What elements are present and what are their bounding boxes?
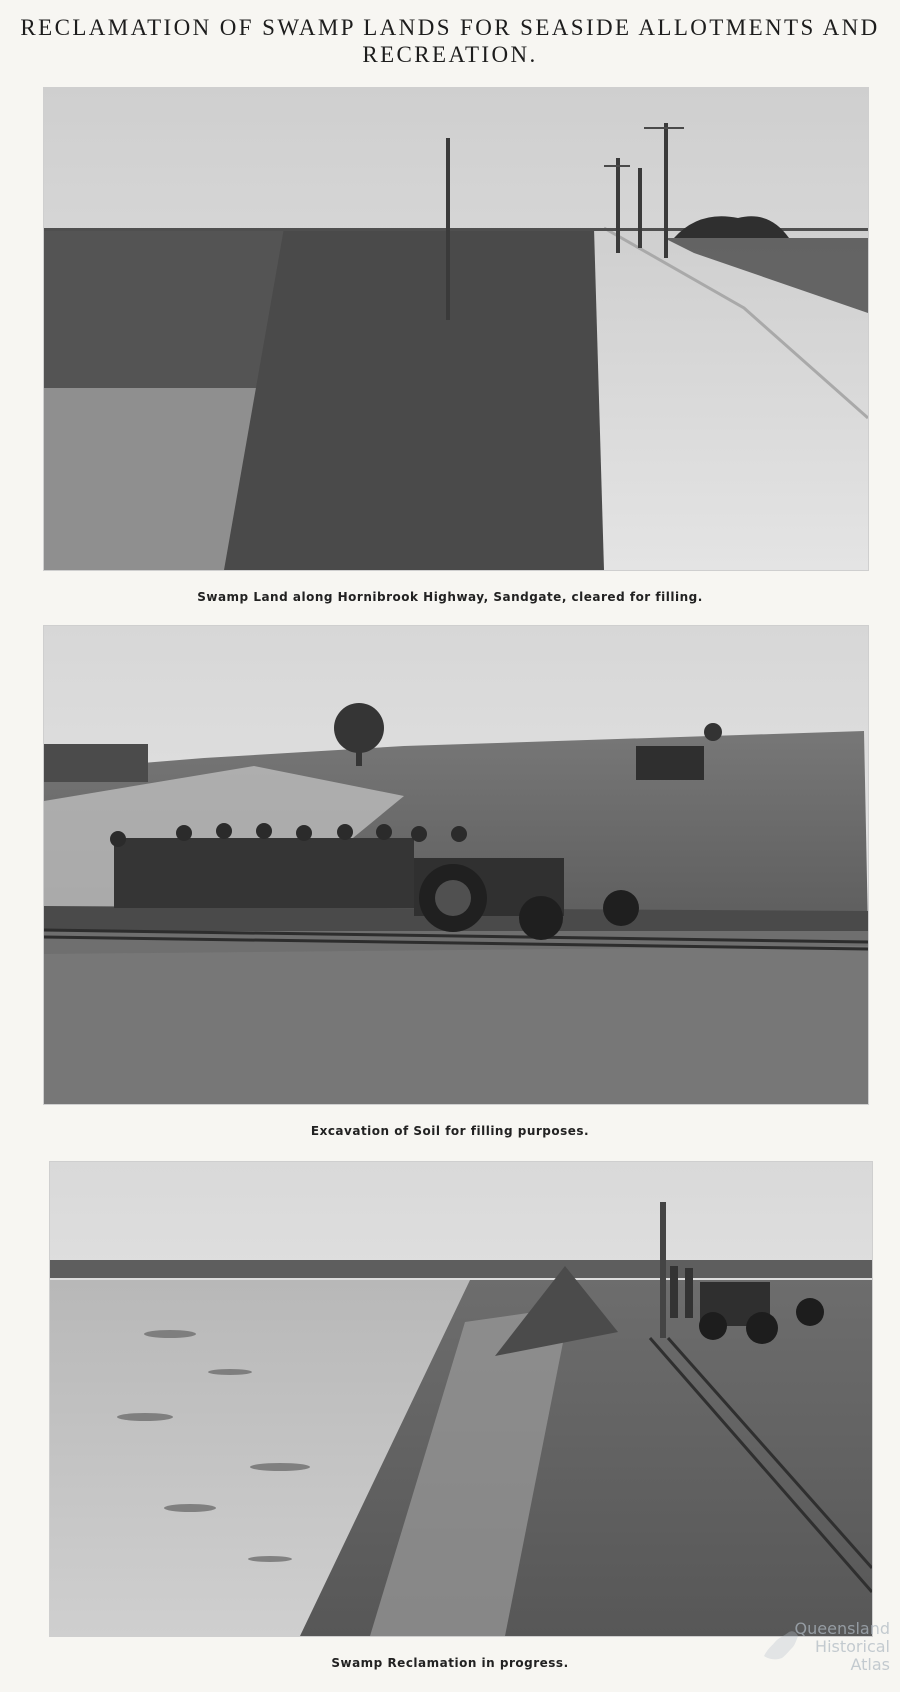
photo-1-caption: Swamp Land along Hornibrook Highway, Sandgate, cleared for filling. xyxy=(197,590,703,604)
photo-3-caption: Swamp Reclamation in progress. xyxy=(331,1656,569,1670)
page-title: RECLAMATION OF SWAMP LANDS FOR SEASIDE ALLOTMENTS AND RECREATION. xyxy=(20,15,880,67)
photo-2-image xyxy=(44,626,868,1104)
watermark xyxy=(750,1620,890,1682)
watermark-line-2: Historical xyxy=(815,1637,890,1656)
queensland-outline-icon xyxy=(758,1622,804,1668)
photo-1-image xyxy=(44,88,868,570)
photo-swamp-land-hornibrook-highway xyxy=(44,88,868,570)
photo-3-image xyxy=(50,1162,872,1636)
photo-excavation-soil xyxy=(44,626,868,1104)
photo-2-caption: Excavation of Soil for filling purposes. xyxy=(310,1124,590,1138)
watermark-line-3: Atlas xyxy=(850,1655,890,1674)
watermark-line-1: Queensland xyxy=(794,1619,890,1638)
photo-swamp-reclamation xyxy=(50,1162,872,1636)
